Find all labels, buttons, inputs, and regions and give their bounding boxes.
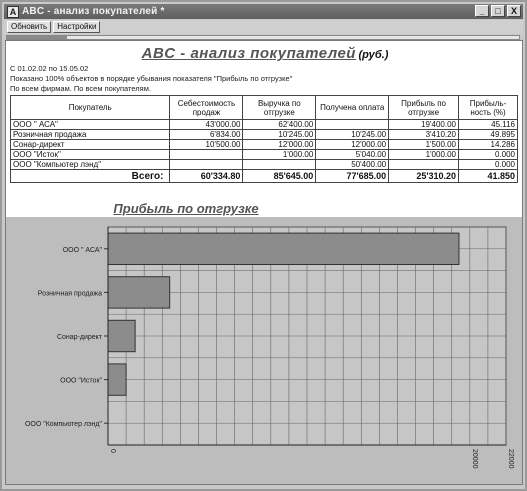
total-profitability: 41.850	[459, 170, 518, 183]
chart-bar	[108, 320, 135, 351]
cell-profitability: 45.116	[459, 120, 518, 130]
x-tick-label: 0	[109, 449, 116, 453]
col-header-paid: Получена оплата	[316, 96, 389, 120]
window-controls	[475, 5, 521, 17]
cell-profit: 19'400.00	[389, 120, 459, 130]
report-heading	[6, 45, 523, 62]
report-period: С 01.02.02 по 15.05.02	[10, 64, 89, 73]
total-cost: 60'334.80	[170, 170, 243, 183]
cell-paid: 5'040.00	[316, 150, 389, 160]
options-button[interactable]: Настройки	[53, 21, 100, 33]
cell-profitability: 0.000	[459, 150, 518, 160]
cell-profit: 3'410.20	[389, 130, 459, 140]
table-row[interactable]	[11, 140, 518, 150]
cell-customer: ООО "Исток"	[11, 150, 170, 160]
category-label: Сонар-директ	[56, 334, 102, 341]
report-view	[5, 40, 523, 485]
cell-customer: ООО " АСА"	[11, 120, 170, 130]
cell-customer: Розничная продажа	[11, 130, 170, 140]
cell-customer: ООО "Компьютер лэнд"	[11, 160, 170, 170]
total-profit: 25'310.20	[389, 170, 459, 183]
category-label: ООО "Компьютер лэнд"	[24, 421, 102, 429]
total-revenue: 85'645.00	[243, 170, 316, 183]
chart-bar	[108, 233, 459, 264]
chart-bar	[108, 277, 170, 308]
cell-cost	[170, 160, 243, 170]
close-button[interactable]: X	[507, 5, 521, 17]
cell-profit: 1'000.00	[389, 150, 459, 160]
cell-revenue: 10'245.00	[243, 130, 316, 140]
cell-cost	[170, 150, 243, 160]
toolbar	[4, 20, 523, 34]
cell-profit: 1'500.00	[389, 140, 459, 150]
category-label: Розничная продажа	[37, 290, 102, 298]
cell-revenue: 62'400.00	[243, 120, 316, 130]
cell-paid: 12'000.00	[316, 140, 389, 150]
app-icon: A	[7, 6, 19, 18]
cell-profitability: 14.286	[459, 140, 518, 150]
report-note: Показано 100% объектов в порядке убывания показателя "Прибыль по отгрузке"	[10, 74, 293, 83]
chart-bar	[108, 364, 126, 395]
cell-paid	[316, 120, 389, 130]
total-label: Всего:	[11, 170, 170, 183]
cell-paid: 50'400.00	[316, 160, 389, 170]
report-unit: (руб.)	[358, 49, 389, 61]
report-filter: По всем фирмам. По всем покупателям.	[10, 84, 151, 93]
col-header-profit: Прибыль по отгрузке	[389, 96, 459, 120]
cell-cost: 10'500.00	[170, 140, 243, 150]
cell-cost: 6'834.00	[170, 130, 243, 140]
cell-revenue: 12'000.00	[243, 140, 316, 150]
table-row[interactable]	[11, 120, 518, 130]
total-paid: 77'685.00	[316, 170, 389, 183]
col-header-profitability: Прибыль-ность (%)	[459, 96, 518, 120]
cell-customer: Сонар-директ	[11, 140, 170, 150]
table-row[interactable]	[11, 130, 518, 140]
col-header-cost: Себестоимость продаж	[170, 96, 243, 120]
cell-revenue: 1'000.00	[243, 150, 316, 160]
window-title: ABC - анализ покупателей *	[22, 6, 165, 17]
cell-paid: 10'245.00	[316, 130, 389, 140]
profit-chart	[6, 217, 523, 485]
cell-profitability: 0.000	[459, 160, 518, 170]
cell-cost: 43'000.00	[170, 120, 243, 130]
col-header-revenue: Выручка по отгрузке	[243, 96, 316, 120]
table-row[interactable]	[11, 160, 518, 170]
x-tick-label: 20000	[470, 449, 478, 469]
report-title: ABC - анализ покупателей	[141, 45, 356, 62]
col-header-customer: Покупатель	[11, 96, 170, 120]
table-row[interactable]	[11, 150, 518, 160]
category-label: ООО "Исток"	[60, 377, 102, 385]
customer-table	[10, 95, 518, 183]
table-total-row	[11, 170, 518, 183]
chart-canvas	[6, 217, 523, 485]
category-label: ООО " АСА"	[62, 246, 102, 254]
refresh-button[interactable]: Обновить	[7, 21, 51, 33]
chart-title: Прибыль по отгрузке	[113, 201, 259, 216]
minimize-button[interactable]: _	[475, 5, 489, 17]
cell-profitability: 49.895	[459, 130, 518, 140]
maximize-button[interactable]: □	[491, 5, 505, 17]
x-tick-label: 22000	[507, 449, 514, 469]
table-header-row	[11, 96, 518, 120]
cell-revenue	[243, 160, 316, 170]
cell-profit	[389, 160, 459, 170]
scrollbar-thumb[interactable]	[7, 36, 67, 39]
title-bar	[4, 4, 523, 19]
